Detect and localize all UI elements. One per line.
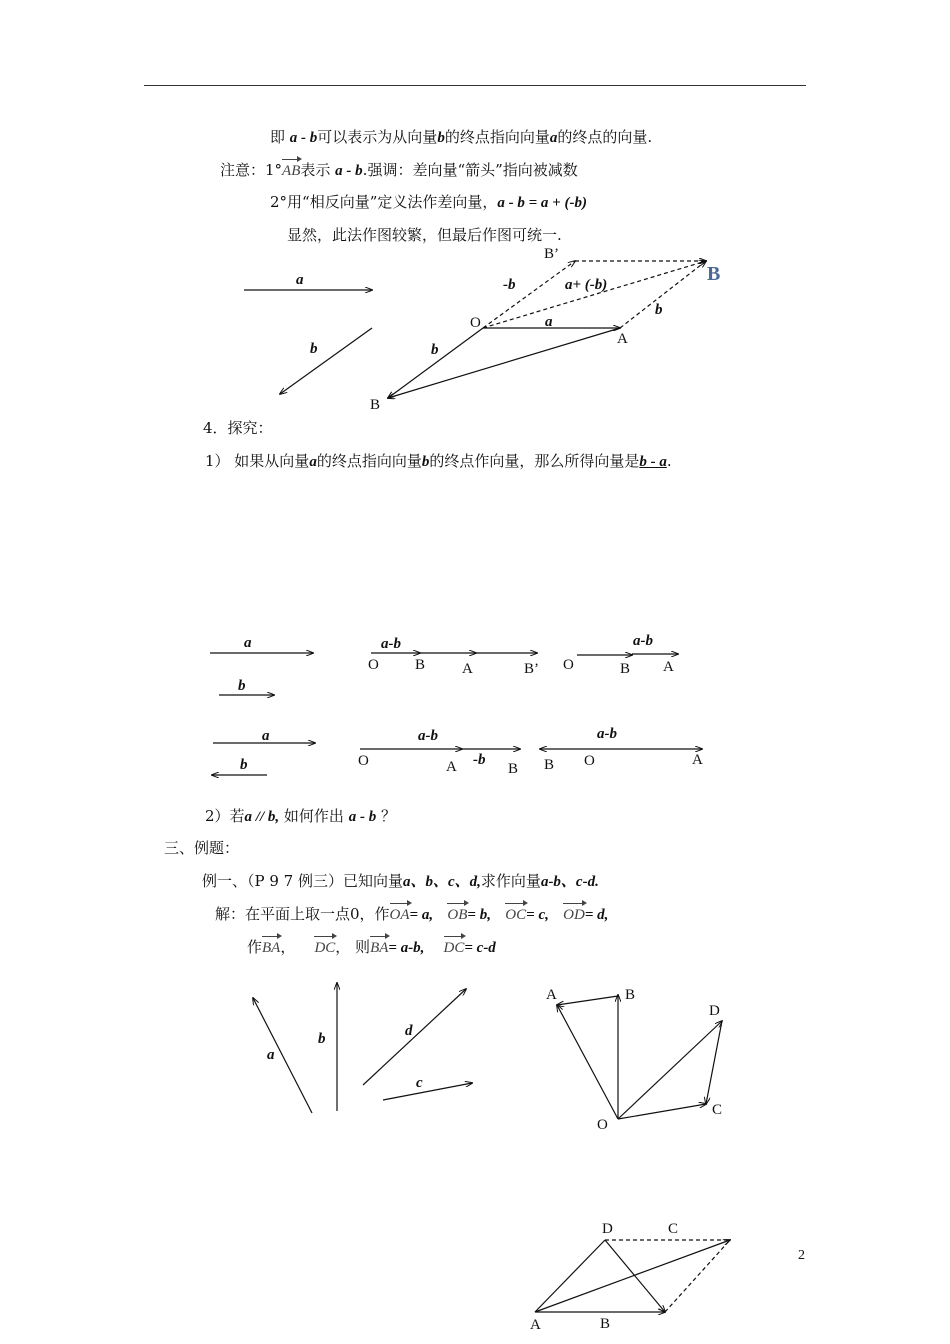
diagram-3-labels	[267, 987, 722, 1133]
solution-line-1: 解：在平面上取一点0，作OA= a, OB= b, OC= c, OD= d,	[215, 902, 608, 925]
svg-text:b: b	[238, 678, 246, 694]
svg-text:A: A	[462, 661, 473, 677]
section-3-title: 三、例题：	[164, 839, 240, 857]
vector-ba	[388, 328, 620, 398]
vector-b-left	[280, 328, 372, 394]
diagram-1-labels	[296, 246, 720, 413]
diagram-3	[253, 983, 722, 1119]
vector-ab: AB	[282, 158, 300, 181]
point-a: A	[617, 331, 628, 347]
example-1: 例一、（P 9 7 例三）已知向量a、b、c、d,求作向量a-b、c-d.	[202, 872, 599, 890]
svg-text:A: A	[663, 659, 674, 675]
svg-text:B: B	[508, 761, 519, 777]
svg-text:A: A	[446, 759, 457, 775]
question-2: 2）若a // b, 如何作出 a - b ？	[205, 807, 396, 825]
svg-text:O: O	[563, 657, 574, 673]
note-line-2: 2°用“相反向量”定义法作差向量，a - b = a + (-b)	[270, 193, 587, 211]
svg-text:A: A	[546, 987, 557, 1003]
section-4-title: 4．探究：	[203, 419, 273, 437]
svg-text:B: B	[544, 757, 555, 773]
note-line-1: 注意：1°AB表示 a - b.强调：差向量“箭头”指向被减数	[220, 158, 578, 181]
svg-text:D: D	[709, 1003, 720, 1019]
svg-text:B: B	[600, 1316, 611, 1332]
svg-text:B: B	[625, 987, 636, 1003]
question-1: 1） 如果从向量a的终点指向向量b的终点作向量，那么所得向量是b - a.	[205, 452, 672, 470]
svg-text:b: b	[240, 757, 248, 773]
note-line-3: 显然，此法作图较繁，但最后作图可统一.	[287, 226, 562, 244]
svg-text:-b: -b	[473, 752, 486, 768]
svg-text:d: d	[405, 1023, 413, 1039]
point-b-prime: B’	[544, 246, 559, 262]
vector-neg-b	[483, 261, 575, 328]
vector-ob	[388, 328, 483, 398]
point-o: O	[470, 315, 481, 331]
answer-underlined: b - a	[639, 454, 667, 470]
svg-text:B: B	[415, 657, 426, 673]
label-a-plus-neg-b: a+ (-b)	[565, 277, 608, 293]
svg-text:O: O	[368, 657, 379, 673]
svg-text:C: C	[712, 1102, 723, 1118]
svg-text:a-b: a-b	[597, 726, 617, 742]
svg-text:A: A	[530, 1317, 541, 1333]
label-neg-b: -b	[503, 277, 516, 293]
svg-text:O: O	[584, 753, 595, 769]
label-b-right: b	[655, 302, 663, 318]
svg-text:A: A	[692, 752, 703, 768]
solution-line-2: 作BA， DC， 则BA= a-b, DC= c-d	[247, 935, 496, 958]
svg-text:B’: B’	[524, 661, 539, 677]
label-a: a	[296, 272, 304, 288]
svg-text:a-b: a-b	[418, 728, 438, 744]
svg-text:B: B	[620, 661, 631, 677]
diagram-4-labels	[530, 1221, 678, 1333]
svg-text:D: D	[602, 1221, 613, 1237]
svg-text:a-b: a-b	[633, 633, 653, 649]
svg-text:a: a	[244, 635, 252, 651]
text-line-1: 即 a - b可以表示为从向量b的终点指向向量a的终点的向量.	[270, 128, 653, 146]
point-b-big: B	[707, 263, 721, 285]
svg-text:a: a	[262, 728, 270, 744]
diagram-4	[535, 1240, 730, 1312]
label-a-mid: a	[545, 314, 553, 330]
vector-a-plus-neg-b	[483, 261, 706, 328]
label-b-mid: b	[431, 342, 439, 358]
point-b: B	[370, 397, 381, 413]
page-number: 2	[798, 1248, 805, 1263]
svg-text:a: a	[267, 1047, 275, 1063]
svg-text:C: C	[668, 1221, 679, 1237]
svg-text:a-b: a-b	[381, 636, 401, 652]
svg-text:b: b	[318, 1031, 326, 1047]
dashed-right	[620, 261, 706, 328]
label-b: b	[310, 341, 318, 357]
svg-text:O: O	[358, 753, 369, 769]
svg-text:c: c	[416, 1075, 423, 1091]
svg-text:O: O	[597, 1117, 608, 1133]
